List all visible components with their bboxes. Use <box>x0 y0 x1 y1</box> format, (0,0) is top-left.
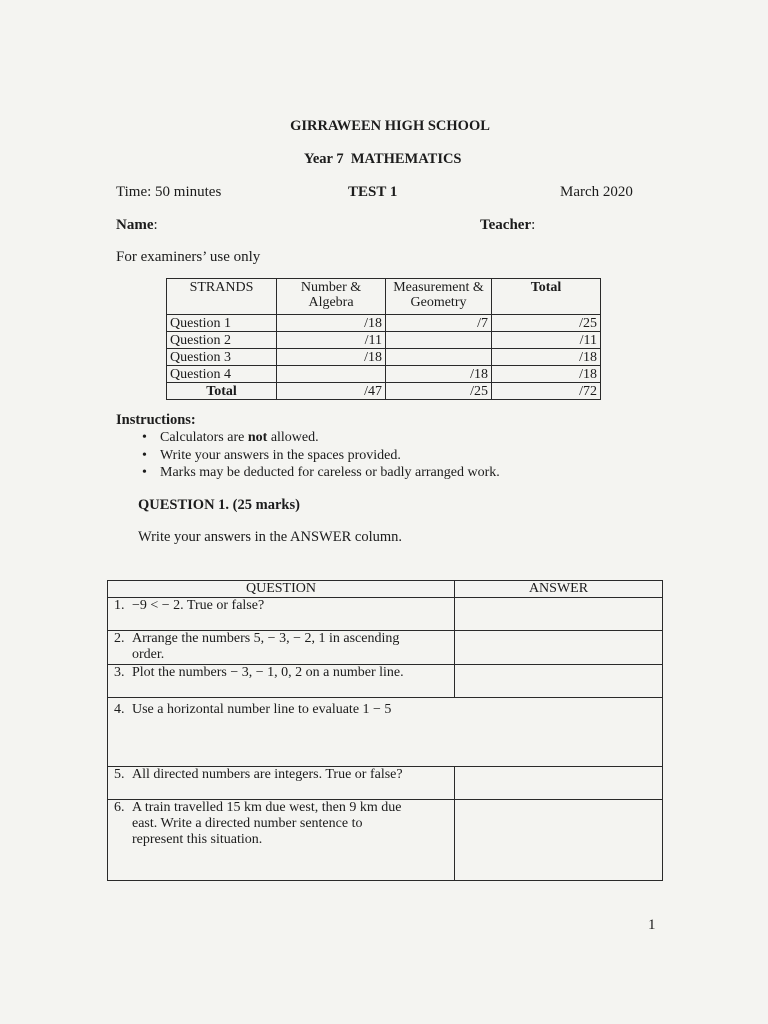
marks-total-row <box>167 383 601 400</box>
marks-row <box>167 349 601 366</box>
row-label: Question 3 <box>167 349 277 366</box>
measurement-geometry-mark: /18 <box>386 366 492 383</box>
question-row <box>108 698 663 767</box>
question-text-continued: represent this situation. <box>132 832 263 847</box>
question-row <box>108 767 663 800</box>
measurement-geometry-mark <box>386 349 492 366</box>
row-label: Question 1 <box>167 315 277 332</box>
question-text-continued: order. <box>132 647 165 662</box>
measurement-geometry-header <box>386 279 492 315</box>
year-label: Year 7 <box>304 151 344 167</box>
question-cell <box>108 665 455 698</box>
measurement-geometry-line2: Geometry <box>410 295 467 310</box>
question-cell <box>108 631 455 665</box>
question-cell <box>108 800 455 881</box>
question-number: 5. <box>114 767 125 782</box>
teacher-field: Teacher: <box>480 217 536 233</box>
marks-row <box>167 332 601 349</box>
answer-cell[interactable] <box>455 631 663 665</box>
question-number: 6. <box>114 800 125 815</box>
question-number: 2. <box>114 631 125 646</box>
question-cell-wide[interactable] <box>108 698 663 767</box>
question-number: 1. <box>114 598 125 613</box>
number-algebra-line1: Number & <box>300 280 362 295</box>
question-cell <box>108 598 455 631</box>
number-algebra-header <box>277 279 386 315</box>
question-row <box>108 631 663 665</box>
total-header: Total <box>492 279 601 315</box>
instruction-item <box>140 429 500 447</box>
school-name: GIRRAWEEN HIGH SCHOOL <box>290 118 490 134</box>
row-label: Total <box>167 383 277 400</box>
question-text: Plot the numbers − 3, − 1, 0, 2 on a number line. <box>132 665 404 680</box>
page-number: 1 <box>648 917 656 933</box>
question-table <box>107 580 663 881</box>
measurement-geometry-mark: /7 <box>386 315 492 332</box>
number-algebra-mark: /18 <box>277 315 386 332</box>
question-column-header: QUESTION <box>108 581 455 598</box>
question-number: 4. <box>114 702 125 717</box>
instruction-item: • Marks may be deducted for careless or badly arranged work. <box>140 464 500 482</box>
question-row <box>108 800 663 881</box>
answer-cell[interactable] <box>455 800 663 881</box>
instruction-emphasis: not <box>247 430 268 445</box>
number-algebra-mark <box>277 366 386 383</box>
question-row <box>108 598 663 631</box>
question-text-continued: east. Write a directed number sentence to <box>132 816 363 831</box>
number-algebra-mark: /18 <box>277 349 386 366</box>
question1-heading: QUESTION 1. (25 marks) <box>138 497 300 513</box>
measurement-geometry-line1: Measurement & <box>393 280 484 295</box>
measurement-geometry-mark <box>386 332 492 349</box>
number-algebra-mark: /11 <box>277 332 386 349</box>
subject-label: MATHEMATICS <box>350 151 462 167</box>
answer-cell[interactable] <box>455 767 663 800</box>
instructions-list <box>140 429 500 482</box>
question-text: A train travelled 15 km due west, then 9 km due <box>132 800 402 815</box>
question-text: All directed numbers are integers. True or false? <box>132 767 403 782</box>
name-label: Name <box>116 217 154 233</box>
question-text: −9 < − 2. True or false? <box>132 598 265 613</box>
marks-row <box>167 366 601 383</box>
question-table-header <box>108 581 663 598</box>
total-mark: /72 <box>492 383 601 400</box>
teacher-label: Teacher <box>480 217 532 233</box>
date-label: March 2020 <box>560 184 633 200</box>
name-field: Name: <box>116 217 158 233</box>
total-mark: /11 <box>492 332 601 349</box>
marks-header-row <box>167 279 601 315</box>
instruction-text: Calculators are <box>160 430 248 445</box>
year-subject <box>304 151 462 168</box>
marks-row <box>167 315 601 332</box>
instruction-text: allowed. <box>267 430 319 445</box>
total-mark: /18 <box>492 349 601 366</box>
test-label: TEST 1 <box>348 184 398 200</box>
time-label: Time: 50 minutes <box>116 184 222 200</box>
number-algebra-line2: Algebra <box>308 295 354 310</box>
instruction-item: • Write your answers in the spaces provided. <box>140 447 500 465</box>
row-label: Question 2 <box>167 332 277 349</box>
answer-cell[interactable] <box>455 665 663 698</box>
examiners-note: For examiners’ use only <box>116 249 261 265</box>
question-text: Use a horizontal number line to evaluate 1 − 5 <box>132 702 392 717</box>
total-mark: /18 <box>492 366 601 383</box>
strands-header: STRANDS <box>167 279 277 315</box>
question-cell <box>108 767 455 800</box>
question-row <box>108 665 663 698</box>
question-number: 3. <box>114 665 125 680</box>
marks-table <box>166 278 601 400</box>
row-label: Question 4 <box>167 366 277 383</box>
instructions-heading: Instructions: <box>116 412 196 428</box>
question-text: Arrange the numbers 5, − 3, − 2, 1 in ascending <box>132 631 400 646</box>
answer-cell[interactable] <box>455 598 663 631</box>
number-algebra-mark: /47 <box>277 383 386 400</box>
question1-instruction: Write your answers in the ANSWER column. <box>138 529 402 545</box>
total-mark: /25 <box>492 315 601 332</box>
answer-column-header: ANSWER <box>455 581 663 598</box>
measurement-geometry-mark: /25 <box>386 383 492 400</box>
